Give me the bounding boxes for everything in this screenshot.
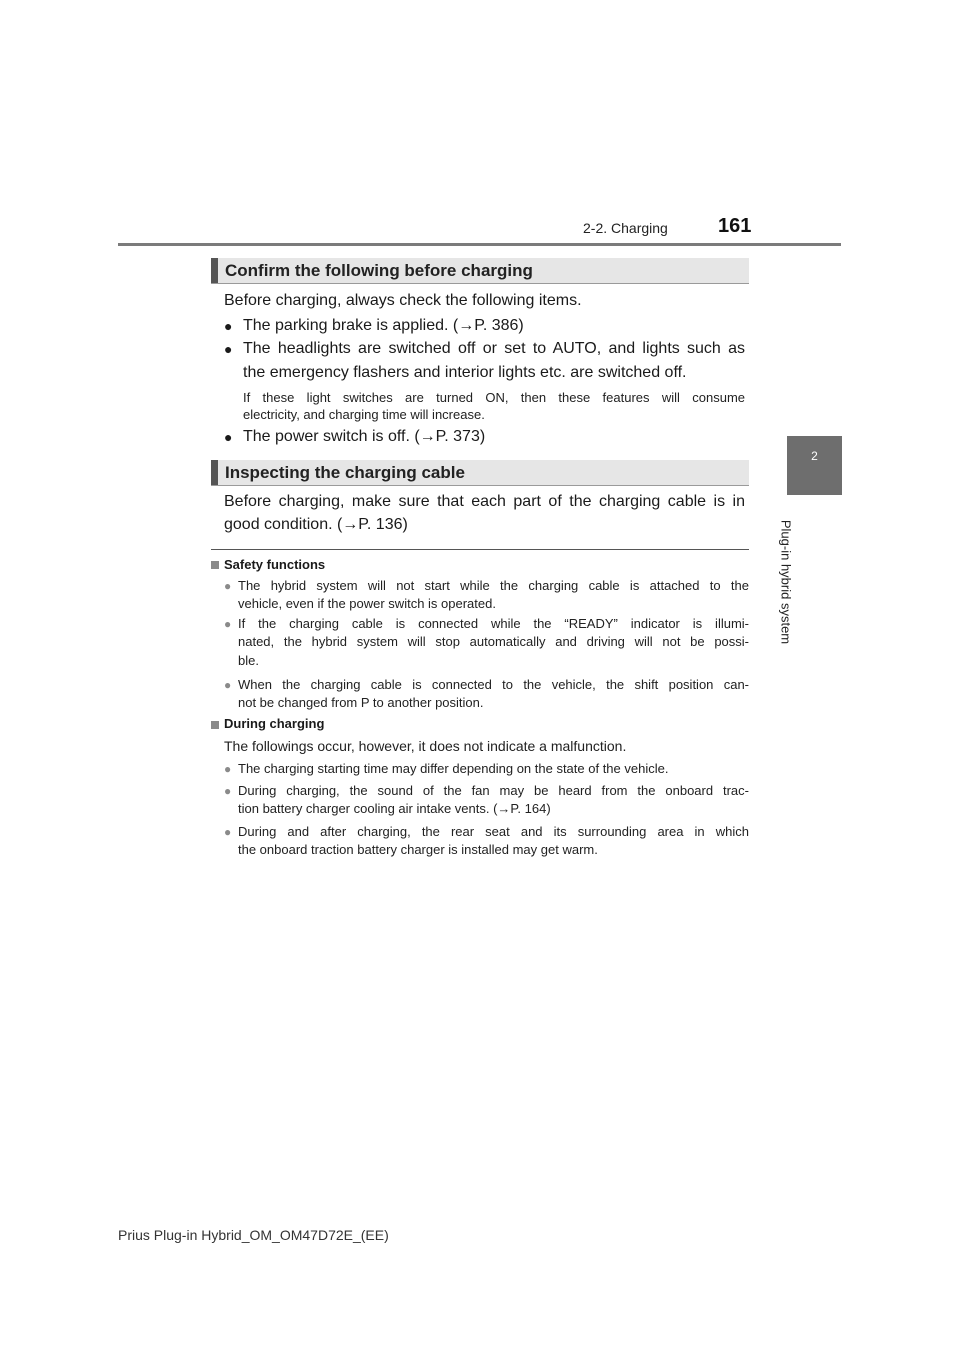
header-divider: [118, 243, 841, 246]
note-line: When the charging cable is connected to the vehicle, the shift position can-: [238, 677, 749, 692]
note-line: ble.: [238, 653, 259, 668]
note-bullet-icon: ●: [224, 617, 232, 631]
note-line: vehicle, even if the power switch is operated.: [238, 596, 496, 611]
section-heading-confirm: [211, 258, 749, 284]
heading-text: Confirm the following before charging: [225, 261, 533, 280]
checklist-item: The parking brake is applied. (→P. 386): [243, 317, 524, 334]
checklist-item: The power switch is off. (→P. 373): [243, 428, 486, 445]
note-bullet-icon: ●: [224, 784, 232, 798]
section-heading-inspect: [211, 460, 749, 486]
bullet-icon: ●: [224, 341, 233, 357]
section1-intro: Before charging, always check the following items.: [224, 292, 582, 309]
checklist-item-continuation: the emergency flashers and interior lights etc. are switched off.: [243, 364, 687, 381]
light-switch-note-continuation: electricity, and charging time will increase.: [243, 407, 485, 422]
heading-text: Inspecting the charging cable: [225, 463, 465, 482]
note-bullet-icon: ●: [224, 825, 232, 839]
square-bullet-icon: [211, 561, 219, 569]
page-number: 161: [718, 215, 752, 237]
heading-accent-bar: [211, 258, 218, 283]
note-line: not be changed from P to another position.: [238, 695, 484, 710]
note-line: The hybrid system will not start while the charging cable is attached to the: [238, 578, 749, 593]
note-line: tion battery charger cooling air intake vents. (→P. 164): [238, 801, 551, 816]
square-bullet-icon: [211, 721, 219, 729]
section2-text: Before charging, make sure that each part of the charging cable is in: [224, 493, 745, 510]
bullet-icon: ●: [224, 318, 233, 334]
note-line: During and after charging, the rear seat and its surrounding area in which: [238, 824, 749, 839]
note-title-safety: Safety functions: [224, 557, 326, 572]
notes-divider: [211, 549, 749, 550]
chapter-label: Plug-in hybrid system: [778, 519, 794, 645]
chapter-tab: [787, 436, 842, 495]
note-title-during: During charging: [224, 716, 325, 731]
note-intro: The followings occur, however, it does not indicate a malfunction.: [224, 738, 627, 754]
note-bullet-icon: ●: [224, 762, 232, 776]
bullet-icon: ●: [224, 429, 233, 445]
light-switch-note: If these light switches are turned ON, then these features will consume: [243, 390, 745, 405]
checklist-item: The headlights are switched off or set to AUTO, and lights such as: [243, 340, 745, 357]
note-bullet-icon: ●: [224, 579, 232, 593]
note-line: If the charging cable is connected while the “READY” indicator is illumi-: [238, 616, 749, 631]
note-line: The charging starting time may differ depending on the state of the vehicle.: [238, 761, 669, 776]
note-line: During charging, the sound of the fan may be heard from the onboard trac-: [238, 783, 749, 798]
section2-text-continuation: good condition. (→P. 136): [224, 516, 408, 533]
heading-accent-bar: [211, 460, 218, 485]
note-bullet-icon: ●: [224, 678, 232, 692]
note-line: the onboard traction battery charger is installed may get warm.: [238, 842, 598, 857]
note-line: nated, the hybrid system will stop automatically and driving will not be possi-: [238, 634, 749, 649]
chapter-number: 2: [811, 449, 818, 463]
section-breadcrumb: 2-2. Charging: [583, 220, 668, 236]
document-footer: Prius Plug-in Hybrid_OM_OM47D72E_(EE): [118, 1227, 389, 1243]
